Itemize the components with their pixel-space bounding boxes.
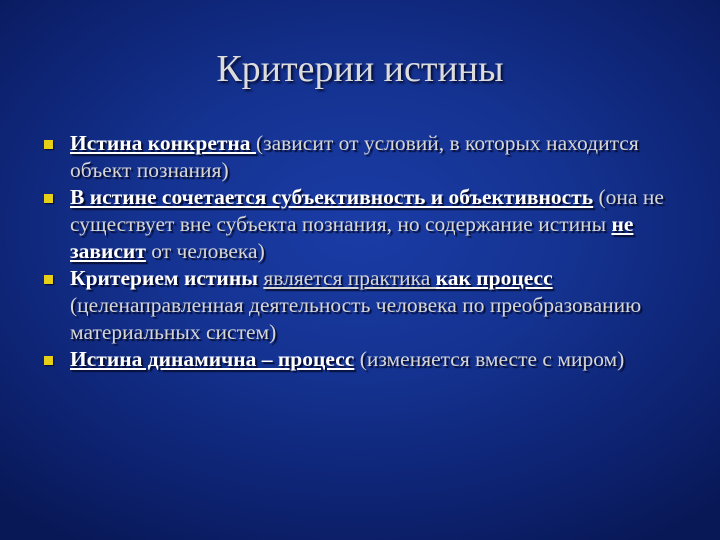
item-3-process: как процесс <box>435 266 553 290</box>
item-1-explanation: (зависит от условий, в которых находится объект познания) <box>70 131 639 182</box>
item-2-explanation: (она не существует вне субъекта познания, но содержание истины <box>70 185 664 236</box>
square-bullet-icon <box>44 356 53 365</box>
list-item <box>42 184 692 265</box>
square-bullet-icon <box>44 194 53 203</box>
item-3-explanation: (целенаправленная деятельность человека по преобразованию материальных систем) <box>70 293 642 344</box>
item-4-key-phrase: Истина динамична – процесс <box>70 347 355 371</box>
item-2-emphasis: не зависит <box>70 212 634 263</box>
item-3-practice: является практика <box>263 266 436 290</box>
item-2-key-phrase: В истине сочетается субъективность и объективность <box>70 185 594 209</box>
item-1-key-phrase: Истина конкретна <box>70 131 256 155</box>
list-item <box>42 265 692 346</box>
item-2-explanation-end: от человека) <box>145 239 265 263</box>
item-3-key-phrase: Критерием истины <box>70 266 264 290</box>
list-item <box>42 130 692 184</box>
square-bullet-icon <box>44 275 53 284</box>
criteria-list <box>42 130 692 373</box>
list-item <box>42 346 692 373</box>
item-4-explanation: (изменяется вместе с миром) <box>354 347 625 371</box>
square-bullet-icon <box>44 140 53 149</box>
slide-title: Критерии истины <box>216 48 504 90</box>
